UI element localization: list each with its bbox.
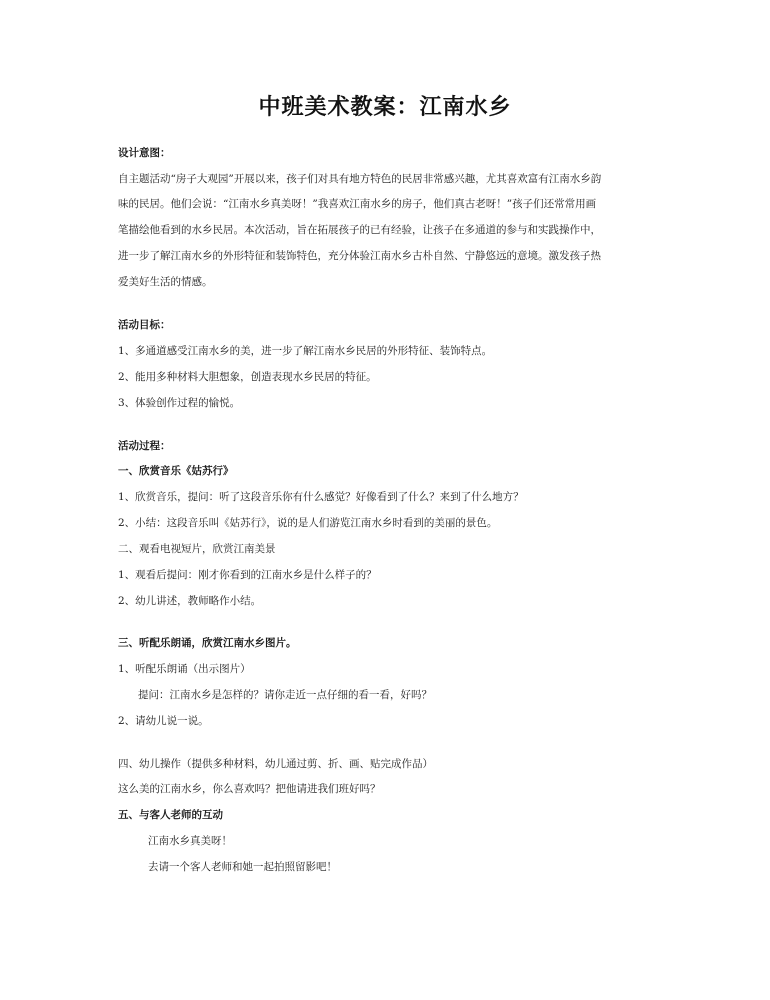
section-3-item: 1、听配乐朗诵（出示图片）: [118, 663, 251, 675]
section-1-item: 2、小结：这段音乐叫《姑苏行》，说的是人们游览江南水乡时看到的美丽的景色。: [118, 517, 498, 529]
section-5-heading: 五、与客人老师的互动: [118, 809, 223, 821]
design-paragraph-line: 笔描绘他看到的水乡民居。本次活动，旨在拓展孩子的已有经验，让孩子在多通道的参与和实践操作中，: [118, 224, 601, 236]
section-3-item: 2、请幼儿说一说。: [118, 715, 209, 727]
section-2-heading: 二、观看电视短片，欣赏江南美景: [118, 543, 276, 555]
design-heading: 设计意图：: [118, 147, 171, 159]
goals-heading: 活动目标：: [118, 319, 171, 331]
section-4-text: 这么美的江南水乡，你么喜欢吗？把他请进我们班好吗？: [118, 783, 381, 795]
goal-item: 2、能用多种材料大胆想象，创造表现水乡民居的特征。: [118, 371, 377, 383]
section-3-question: 提问：江南水乡是怎样的？请你走近一点仔细的看一看，好吗？: [138, 689, 432, 701]
section-3-heading: 三、听配乐朗诵，欣赏江南水乡图片。: [118, 637, 297, 649]
section-2-item: 1、观看后提问：刚才你看到的江南水乡是什么样子的？: [118, 569, 377, 581]
design-paragraph-line: 进一步了解江南水乡的外形特征和装饰特色，充分体验江南水乡古朴自然、宁静悠远的意境。激发孩子热: [118, 250, 601, 262]
section-5-line: 去请一个客人老师和她一起拍照留影吧！: [148, 861, 337, 873]
design-paragraph-line: 自主题活动“房子大观园”开展以来，孩子们对具有地方特色的民居非常感兴趣，尤其喜欢富有江南水乡韵: [118, 173, 602, 185]
design-paragraph-line: 爱美好生活的情感。: [118, 276, 213, 288]
section-1-heading: 一、欣赏音乐《姑苏行》: [118, 465, 234, 477]
section-5-line: 江南水乡真美呀！: [148, 835, 232, 847]
section-1-item: 1、欣赏音乐，提问：听了这段音乐你有什么感觉？好像看到了什么？来到了什么地方？: [118, 491, 524, 503]
section-2-item: 2、幼儿讲述，教师略作小结。: [118, 595, 262, 607]
goal-item: 3、体验创作过程的愉悦。: [118, 397, 241, 409]
document-title: 中班美术教案：江南水乡: [258, 95, 512, 120]
design-paragraph-line: 味的民居。他们会说：“江南水乡真美呀！”我喜欢江南水乡的房子，他们真古老呀！”孩子们还常常用画: [118, 198, 597, 210]
section-4-heading: 四、幼儿操作（提供多种材料，幼儿通过剪、折、画、贴完成作品）: [118, 758, 433, 770]
process-heading: 活动过程：: [118, 440, 171, 452]
goal-item: 1、多通道感受江南水乡的美，进一步了解江南水乡民居的外形特征、装饰特点。: [118, 345, 493, 357]
